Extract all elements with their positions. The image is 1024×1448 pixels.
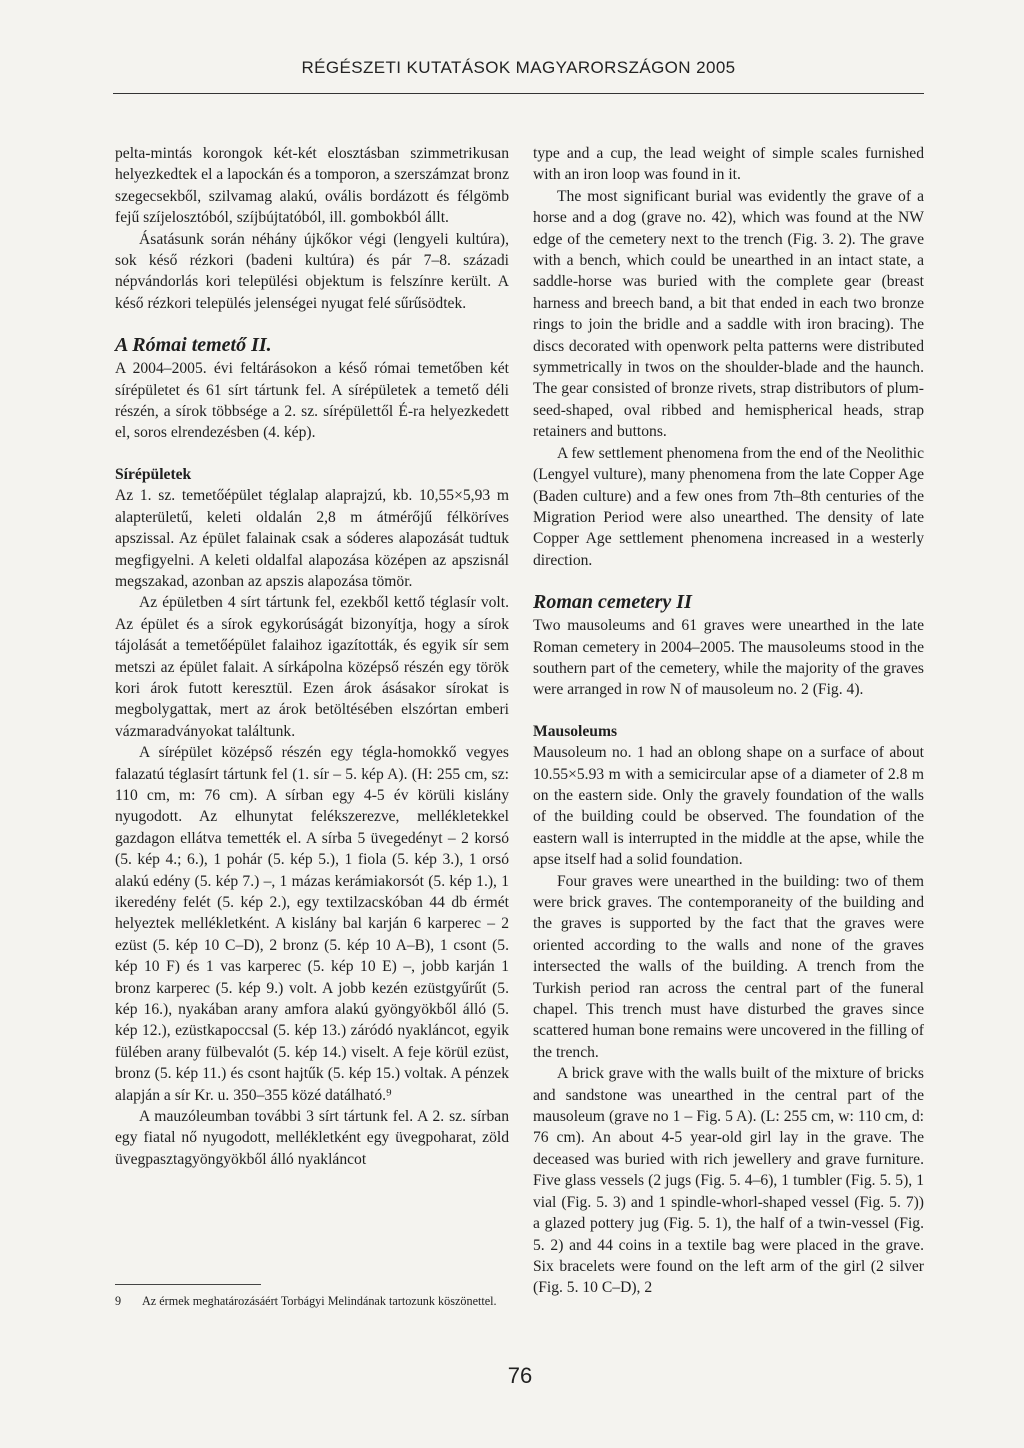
subhead-hu: Sírépületek	[115, 465, 192, 483]
subhead-en: Mausoleums	[533, 722, 618, 740]
left-paragraph-2: Ásatásunk során néhány újkőkor végi (lengyeli kultúra), sok késő rézkori (badeni kultúra) és pár 7–8. századi népvándorlás kori települési objektum is felszínre került. A késő rézkori település jelenségei nyugat felé sűrűsödtek.	[115, 230, 509, 312]
left-paragraph-4: Az 1. sz. temetőépület téglalap alaprajzú, kb. 10,55×5,93 m alapterületű, keleti oldalán 2,8 m átmérőjű félköríves apszissal. Az épület falainak csak a sóderes alapozását tudtuk megfigyelni. A keleti oldalfal alapozása középen az apszisnál megszakad, azonban az apszis alapozása tömör.	[115, 487, 509, 590]
right-paragraph-5: Mausoleum no. 1 had an oblong shape on a surface of about 10.55×5.93 m with a semicircular apse of a diameter of 2.8 m on the eastern side. Only the gravely foundation of the walls of the building could be observed. The foundation of the eastern wall is interrupted in the middle at the apse, while the apse itself had a solid foundation.	[533, 744, 924, 869]
page-number: 76	[507, 1363, 533, 1388]
right-paragraph-7: A brick grave with the walls built of the mixture of bricks and sandstone was unearthed in the central part of the mausoleum (grave no 1 – Fig. 5 A). (L: 255 cm, w: 110 cm, d: 76 cm). An about 4-5 year-old girl lay in the grave. The deceased was buried with rich jewellery and grave furniture. Five glass vessels (2 jugs (Fig. 5. 4–6), 1 tumbler (Fig. 5. 5), 1 vial (Fig. 5. 3) and 1 spindle-whorl-shaped vessel (Fig. 5. 7)) a glazed pottery jug (Fig. 5. 1), the half of a twin-vessel (Fig. 5. 2) and 44 coins in a textile bag were placed in the grave. Six bracelets were found on the left arm of the girl (2 silver (Fig. 5. 10 C–D), 2	[533, 1065, 924, 1297]
section-title-hu: A Római temető II.	[115, 334, 272, 357]
right-paragraph-1: type and a cup, the lead weight of simple scales furnished with an iron loop was found in it.	[533, 145, 924, 184]
right-paragraph-2: The most significant burial was evidently the grave of a horse and a dog (grave no. 42), which was found at the NW edge of the cemetery next to the trench (Fig. 3. 2). The grave with a bench, which could be unearthed in an intact state, a saddle-horse was buried with the complete gear (breast harness and breech band, a bit that ended in each two bronze rings to join the bridle and a saddle with iron bracing). The discs decorated with openwork pelta patterns were distributed symmetrically in twos on the shoulder-blade and the haunch. The gear consisted of bronze rivets, strap distributors of plum-seed-shaped, oval ribbed and hemispherical heads, strap retainers and buttons.	[533, 187, 924, 441]
left-paragraph-7: A mauzóleumban további 3 sírt tártunk fel. A 2. sz. sírban egy fiatal nő nyugodott, mellékletként egy üvegpoharat, zöld üvegpasztagyöngyökből álló nyakláncot	[115, 1108, 509, 1168]
right-paragraph-6: Four graves were unearthed in the building: two of them were brick graves. The contemporaneity of the building and the graves is supported by the fact that the graves were oriented according to the walls and none of the graves intersected the walls of the building. A trench from the Turkish period ran across the central part of the funeral chapel. This trench must have disturbed the graves since scattered human bone remains were uncovered in the filling of the trench.	[533, 872, 924, 1061]
section-title-en: Roman cemetery II	[533, 591, 692, 614]
left-paragraph-6: A sírépület középső részén egy tégla-homokkő vegyes falazatú téglasírt tártunk fel (1. sír – 5. kép A). (H: 255 cm, sz: 110 cm, m: 76 cm). A sírban egy 4-5 év körüli kislány nyugodott. Az elhunytat felékszerezve, mellékletekkel gazdagon ellátva temették el. A sírba 5 üvegedényt – 2 korsó (5. kép 4.; 6.), 1 pohár (5. kép 5.), 1 fiola (5. kép 3.), 1 orsó alakú edény (5. kép 7.) –, 1 mázas kerámiakorsót (5. kép 1.), 1 ikeredény felét (5. kép 2.), egy textilzacskóban 44 db érmét helyeztek mellékletként. A kislány bal karján 6 karperec – 2 ezüst (5. kép 10 C–D), 2 bronz (5. kép 10 A–B), 1 csont (5. kép 10 F) és 1 vas karperec (5. kép 10 E) –, jobb karján 1 bronz karperec (5. kép 9.) volt. A jobb kezén ezüstgyűrűt (5. kép 16.), nyakában arany amfora alakú gyöngyökből álló (5. kép 12.), ezüstkapoccsal (5. kép 13.) záródó nyakláncot, egyik fülében arany fülbevalót (5. kép 14.) viselt. A feje körül ezüst, bronz (5. kép 11.) és csont hajtűk (5. kép 15.) voltak. A pénzek alapján a sír Kr. u. 350–355 közé datálható.⁹	[115, 744, 509, 1104]
footnote-number: 9	[115, 1294, 122, 1308]
left-paragraph-5: Az épületben 4 sírt tártunk fel, ezekből kettő téglasír volt. Az épület és a sírok egykorúságát bizonyítja, hogy a sírok tájolását a temetőépület falaihoz igazították, és egyik sír sem metszi az épület falait. A sírkápolna középső részén egy török kori árok futott keresztül. Ezen árok ásásakor sírokat is megbolygattak, mert az árok betöltésében elszórtan emberi vázmaradványokat találtunk.	[115, 594, 509, 740]
footnote	[115, 1294, 509, 1309]
header-rule	[113, 93, 924, 94]
footnote-text: Az érmek meghatározásáért Torbágyi Melindának tartozunk köszönettel.	[142, 1294, 497, 1308]
running-header: RÉGÉSZETI KUTATÁSOK MAGYARORSZÁGON 2005	[301, 58, 736, 77]
left-paragraph-1: pelta-mintás korongok két-két elosztásban szimmetrikusan helyezkedtek el a lapockán és a tomporon, a szerszámzat bronz szegecsekből, szilvamag alakú, ovális bordázott és félgömb fejű szíjelosztóból, szíjbújtatóból, ill. gombokból állt.	[115, 145, 509, 227]
left-column	[115, 143, 509, 1170]
right-paragraph-3: A few settlement phenomena from the end of the Neolithic (Lengyel vulture), many phenomena from the late Copper Age (Baden culture) and a few ones from 7th–8th centuries of the Migration Period were also unearthed. The density of late Copper Age settlement phenomena increased in a westerly direction.	[533, 444, 924, 569]
right-paragraph-4: Two mausoleums and 61 graves were unearthed in the late Roman cemetery in 2004–2005. The mausoleums stood in the southern part of the cemetery, while the majority of the graves were arranged in row N of mausoleum no. 2 (Fig. 4).	[533, 617, 924, 699]
right-column	[533, 143, 924, 1299]
left-paragraph-3: A 2004–2005. évi feltárásokon a késő római temetőben két sírépületet és 61 sírt tártunk fel. A sírépületek a temető déli részén, a sírok többsége a 2. sz. sírépülettől É-ra helyezkedett el, soros elrendezésben (4. kép).	[115, 360, 509, 442]
footnote-rule	[115, 1284, 261, 1285]
